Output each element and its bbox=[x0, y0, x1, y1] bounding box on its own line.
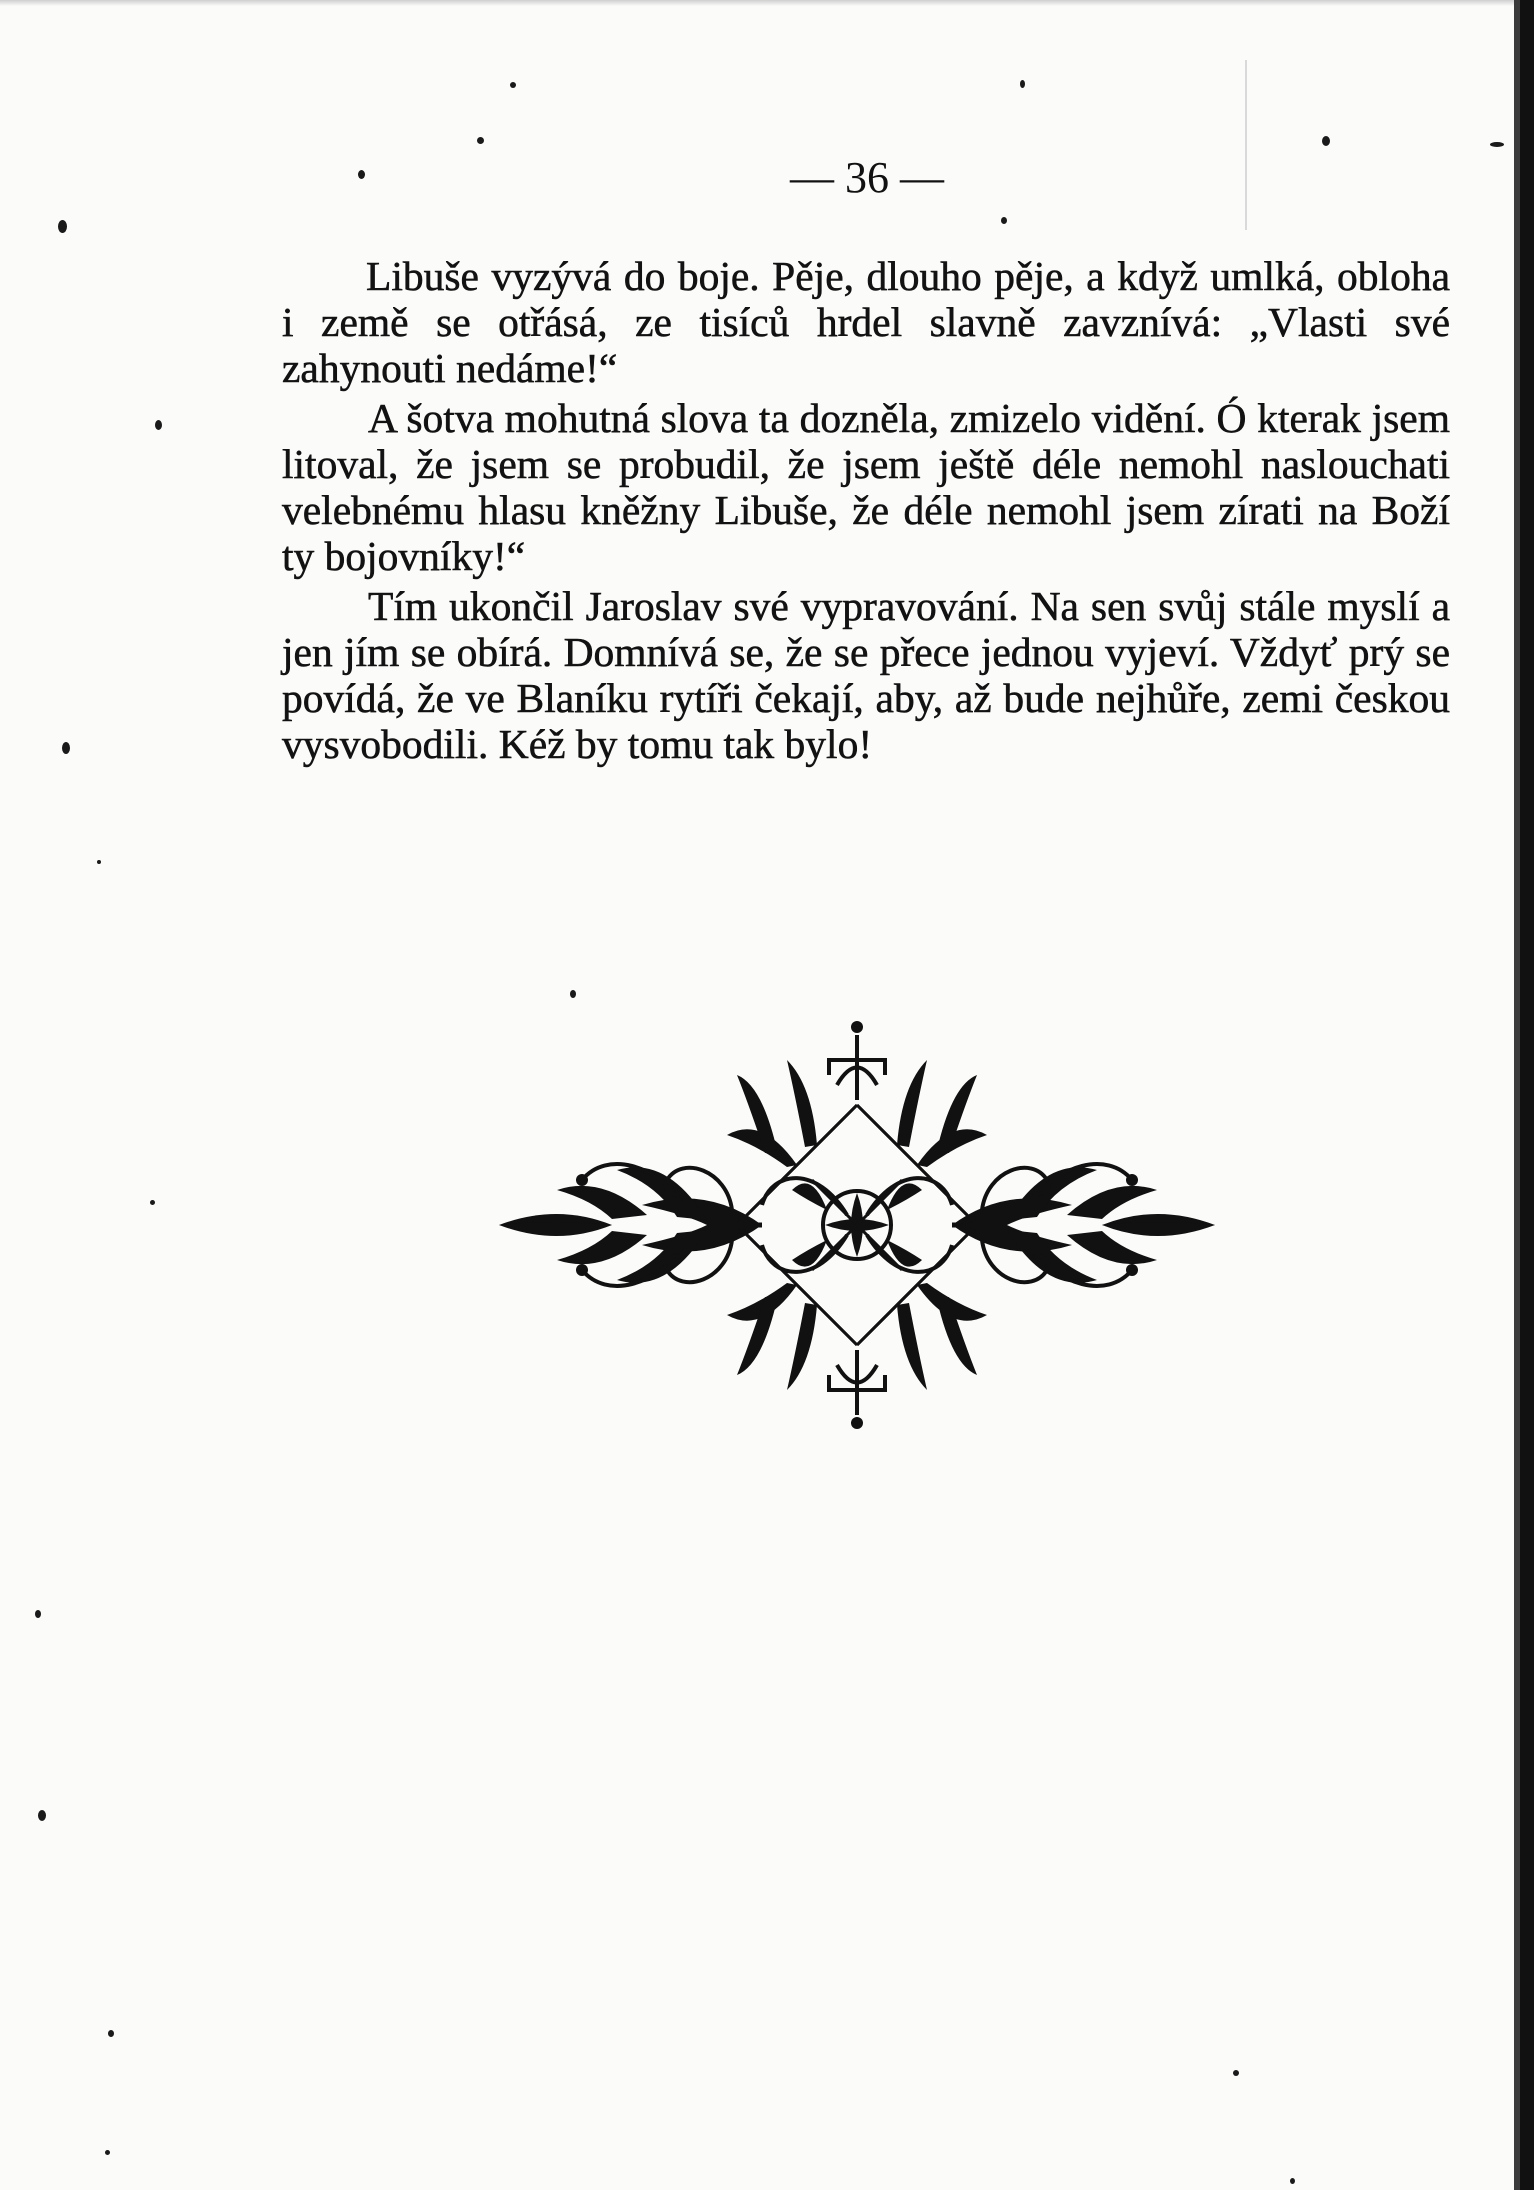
speck bbox=[108, 2030, 114, 2037]
paragraph: Libuše vyzývá do boje. Pěje, dlouho pěje, a když umlká, obloha i země se otřásá, ze tisíců hrdel slavně zavznívá: „Vlasti své zahynouti nedáme!“ bbox=[282, 253, 1450, 391]
speck bbox=[1322, 136, 1330, 146]
speck bbox=[150, 1200, 155, 1205]
speck bbox=[62, 742, 70, 754]
paper-crease bbox=[1245, 60, 1247, 230]
scan-right-border bbox=[1520, 0, 1534, 2190]
speck bbox=[35, 1610, 41, 1618]
scan-top-shadow bbox=[0, 0, 1534, 6]
speck bbox=[38, 1810, 46, 1821]
speck bbox=[1020, 80, 1025, 88]
speck bbox=[477, 137, 484, 144]
floral-vignette-icon bbox=[495, 1018, 1220, 1433]
speck bbox=[1490, 142, 1504, 147]
speck bbox=[1001, 217, 1007, 224]
body-text bbox=[282, 253, 1450, 767]
speck bbox=[155, 420, 162, 430]
speck bbox=[570, 990, 576, 998]
speck bbox=[1233, 2070, 1239, 2076]
speck bbox=[97, 860, 101, 864]
speck bbox=[1290, 2178, 1295, 2184]
speck bbox=[510, 82, 516, 88]
speck bbox=[105, 2150, 110, 2155]
paragraph: A šotva mohutná slova ta dozněla, zmizelo vidění. Ó kterak jsem litoval, že jsem se probudil, že jsem ještě déle nemohl naslouchati velebnému hlasu kněžny Libuše, že déle nemohl jsem zírati na Boží ty bojovníky!“ bbox=[282, 395, 1450, 579]
paragraph: Tím ukončil Jaroslav své vypravování. Na sen svůj stále myslí a jen jím se obírá. Domnívá se, že se přece jednou vyjeví. Vždyť prý se povídá, že ve Blaníku rytíři čekají, aby, až bude nejhůře, zemi českou vysvobodili. Kéž by tomu tak bylo! bbox=[282, 583, 1450, 767]
speck bbox=[58, 220, 67, 233]
page-number: — 36 — bbox=[790, 153, 944, 202]
